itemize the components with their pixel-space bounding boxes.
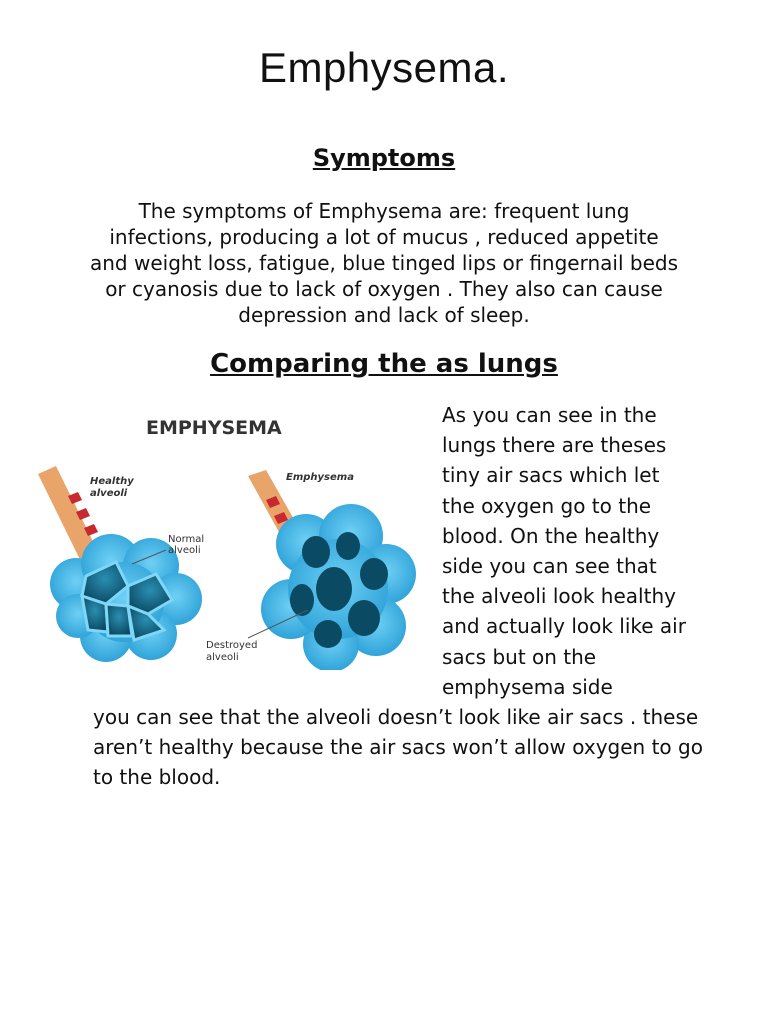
normal-label-line2: alveoli — [168, 545, 201, 556]
symptoms-paragraph: The symptoms of Emphysema are: frequent lung infections, producing a lot of mucus , reduced appetite and weight loss, fatigue, blue tinged lips or fingernail beds or cyanosis due to lack of oxygen . They also can cause depression and lack of sleep. — [90, 199, 678, 327]
emphysema-label: Emphysema — [286, 472, 354, 483]
destroyed-label-line1: Destroyed — [206, 640, 258, 651]
emphysema-alveoli-illustration — [16, 404, 426, 670]
illustration-heading: EMPHYSEMA — [146, 417, 282, 439]
comparison-paragraph-continued: you can see that the alveoli doesn’t look like air sacs . these aren’t healthy because the air sacs won’t allow oxygen to go to the blood. — [93, 705, 703, 790]
normal-label-line1: Normal — [168, 534, 205, 545]
comparison-paragraph-side: As you can see in the lungs there are theses tiny air sacs which let the oxygen go to the blood. On the healthy side you can see that the alveoli look healthy and actually look like air sacs but on the emphysema side — [442, 403, 686, 699]
document-title: Emphysema. — [258, 44, 510, 91]
healthy-label-line2: alveoli — [90, 488, 128, 499]
symptoms-heading: Symptoms — [312, 144, 456, 172]
destroyed-label-line2: alveoli — [206, 652, 239, 663]
comparison-heading: Comparing the as lungs — [210, 349, 558, 379]
healthy-label-line1: Healthy — [90, 476, 134, 487]
emphysema-alveoli — [261, 504, 416, 670]
